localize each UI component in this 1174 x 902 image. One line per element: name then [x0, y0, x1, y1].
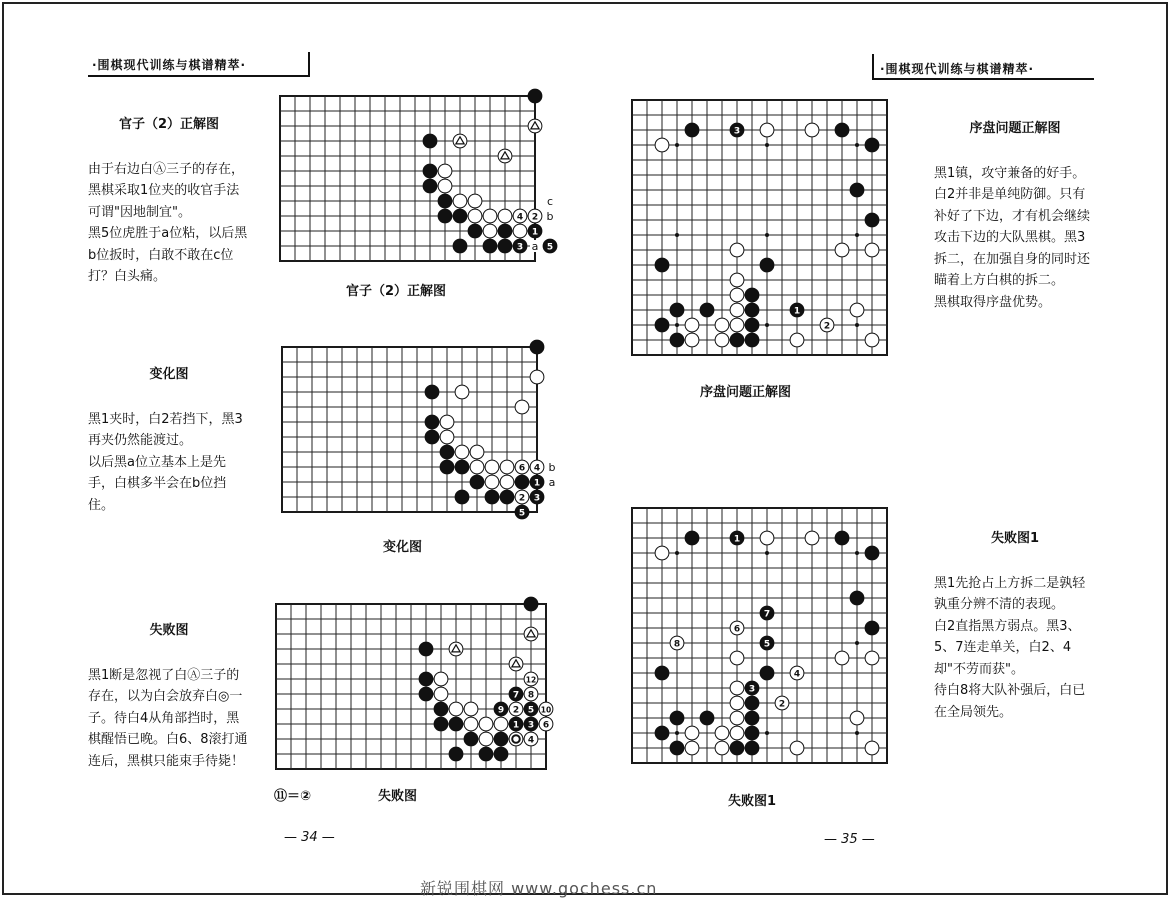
black-stone	[670, 303, 684, 317]
white-stone	[715, 726, 729, 740]
black-stone	[468, 224, 482, 238]
white-stone	[479, 717, 493, 731]
white-stone	[485, 460, 499, 474]
black-stone	[730, 741, 744, 755]
white-stone	[470, 445, 484, 459]
go-board-grid	[628, 504, 900, 780]
white-stone	[468, 194, 482, 208]
right-header-rule	[872, 78, 1094, 80]
black-stone	[655, 318, 669, 332]
black-stone	[655, 726, 669, 740]
white-stone	[790, 741, 804, 755]
white-stone	[730, 273, 744, 287]
svg-text:8: 8	[673, 639, 681, 650]
white-stone	[530, 460, 544, 474]
white-stone	[440, 430, 454, 444]
board-official-2	[276, 92, 554, 272]
white-stone	[464, 717, 478, 731]
section-opening-body: 黑1镇，攻守兼备的好手。 白2并非是单纯防御。只有补好了下边，才有机会继续攻击下边的大队黑棋。黑3拆二，在加强自身的同时还瞄着上方白棋的拆二。 黑棋取得序盘优势。	[934, 165, 1091, 310]
black-stone	[655, 666, 669, 680]
svg-text:2: 2	[512, 705, 520, 716]
white-stone	[835, 243, 849, 257]
section-failure1-title: 失败图1	[990, 530, 1040, 546]
board-failure1	[628, 504, 900, 780]
white-stone	[528, 209, 542, 223]
left-running-header: ·围棋现代训练与棋谱精萃·	[92, 58, 247, 72]
black-stone	[419, 687, 433, 701]
white-stone	[515, 400, 529, 414]
white-stone	[483, 209, 497, 223]
svg-text:b: b	[548, 461, 556, 474]
black-stone	[524, 717, 538, 731]
black-stone	[760, 666, 774, 680]
white-stone	[434, 672, 448, 686]
white-stone	[513, 224, 527, 238]
black-stone	[835, 531, 849, 545]
black-stone	[509, 717, 523, 731]
section-failure-body: 黑1断是忽视了白Ⓐ三子的存在，以为白会放弃白◎一子。待白4从角部挡时，黑棋醒悟已晚。白6、8滚打通连后，黑棋只能束手待毙！	[88, 667, 248, 769]
svg-text:2: 2	[778, 699, 786, 710]
white-stone	[539, 702, 553, 716]
black-stone	[434, 717, 448, 731]
white-stone	[455, 385, 469, 399]
svg-text:6: 6	[733, 624, 741, 635]
board-opening	[628, 96, 900, 372]
white-stone-triangle	[524, 627, 538, 641]
white-stone	[730, 696, 744, 710]
svg-text:8: 8	[527, 690, 535, 701]
black-stone	[670, 333, 684, 347]
black-stone	[425, 385, 439, 399]
svg-text:3: 3	[748, 684, 756, 695]
svg-text:7: 7	[763, 609, 771, 620]
svg-text:6: 6	[518, 463, 526, 474]
white-stone	[850, 711, 864, 725]
white-stone	[509, 702, 523, 716]
white-stone	[655, 546, 669, 560]
right-header-mark	[872, 54, 874, 80]
left-header-mark	[308, 52, 310, 76]
page-number-right: — 35 —	[824, 832, 875, 847]
svg-text:5: 5	[527, 705, 535, 716]
white-stone	[820, 318, 834, 332]
black-stone	[700, 303, 714, 317]
white-stone	[730, 303, 744, 317]
white-stone	[434, 687, 448, 701]
white-stone	[730, 711, 744, 725]
white-stone	[479, 732, 493, 746]
white-stone	[438, 164, 452, 178]
black-stone	[438, 209, 452, 223]
white-stone-triangle	[509, 657, 523, 671]
left-header-rule	[88, 75, 310, 77]
white-stone	[775, 696, 789, 710]
page-number-left: — 34 —	[284, 830, 335, 845]
black-stone	[440, 445, 454, 459]
white-stone	[760, 123, 774, 137]
black-stone	[530, 490, 544, 504]
white-stone	[730, 243, 744, 257]
svg-text:10: 10	[540, 705, 552, 715]
black-stone	[865, 546, 879, 560]
svg-text:2: 2	[531, 212, 539, 223]
svg-text:12: 12	[525, 675, 537, 685]
svg-text:c: c	[546, 195, 554, 208]
black-stone	[455, 460, 469, 474]
white-stone	[805, 531, 819, 545]
svg-text:4: 4	[793, 669, 801, 680]
black-stone	[760, 636, 774, 650]
black-stone	[835, 123, 849, 137]
white-stone	[464, 702, 478, 716]
black-stone	[453, 239, 467, 253]
black-stone	[760, 258, 774, 272]
black-stone	[790, 303, 804, 317]
board-variation	[278, 343, 556, 523]
black-stone	[865, 138, 879, 152]
black-stone	[464, 732, 478, 746]
svg-text:5: 5	[518, 508, 526, 519]
svg-text:4: 4	[533, 463, 541, 474]
white-stone	[835, 651, 849, 665]
black-stone	[419, 642, 433, 656]
svg-text:3: 3	[527, 720, 535, 731]
svg-text:6: 6	[542, 720, 550, 731]
site-watermark: 新锐围棋网 www.gochess.cn	[420, 879, 658, 898]
black-stone	[865, 213, 879, 227]
white-stone	[805, 123, 819, 137]
black-stone	[498, 224, 512, 238]
white-stone	[524, 687, 538, 701]
black-stone	[685, 123, 699, 137]
black-stone	[670, 741, 684, 755]
white-stone	[670, 636, 684, 650]
black-stone	[515, 475, 529, 489]
white-stone	[685, 741, 699, 755]
black-stone	[745, 726, 759, 740]
black-stone	[700, 711, 714, 725]
black-stone	[730, 123, 744, 137]
black-stone	[745, 741, 759, 755]
caption-failure-note: ⑪＝②	[274, 789, 312, 804]
white-stone	[470, 460, 484, 474]
black-stone	[543, 239, 557, 253]
black-stone	[730, 333, 744, 347]
section-official-2-body: 由于右边白Ⓐ三子的存在，黑棋采取1位夹的收官手法可谓"因地制宜"。 黑5位虎胜于a位粘，以后黑b位扳时，白敢不敢在c位打？白头痛。	[88, 161, 248, 284]
go-board-grid	[628, 96, 900, 372]
white-stone	[865, 333, 879, 347]
black-stone	[449, 747, 463, 761]
section-variation-body: 黑1夹时，白2若挡下，黑3再夹仍然能渡过。 以后黑a位立基本上是先手，白棋多半会在b位挡住。	[88, 411, 243, 513]
black-stone	[423, 134, 437, 148]
white-stone-triangle	[498, 149, 512, 163]
svg-text:1: 1	[793, 306, 801, 317]
white-stone	[468, 209, 482, 223]
svg-text:3: 3	[533, 493, 541, 504]
white-stone	[760, 531, 774, 545]
white-stone	[455, 445, 469, 459]
marked-white-stone	[509, 732, 523, 746]
svg-text:1: 1	[512, 720, 520, 731]
caption-opening: 序盘问题正解图	[700, 385, 792, 400]
black-stone	[483, 239, 497, 253]
black-stone	[745, 318, 759, 332]
white-stone	[790, 666, 804, 680]
white-stone	[730, 621, 744, 635]
white-stone	[715, 318, 729, 332]
black-stone	[745, 681, 759, 695]
black-stone	[530, 475, 544, 489]
black-stone	[423, 179, 437, 193]
white-stone	[498, 209, 512, 223]
black-stone	[470, 475, 484, 489]
svg-text:b: b	[546, 210, 554, 223]
black-stone	[528, 89, 542, 103]
caption-failure1: 失败图1	[728, 794, 777, 809]
white-stone	[865, 243, 879, 257]
svg-text:2: 2	[518, 493, 526, 504]
black-stone	[498, 239, 512, 253]
black-stone	[453, 209, 467, 223]
black-stone	[479, 747, 493, 761]
board-letter-mark	[547, 476, 557, 489]
svg-text:4: 4	[527, 735, 535, 746]
black-stone	[850, 591, 864, 605]
black-stone	[524, 597, 538, 611]
black-stone	[455, 490, 469, 504]
black-stone	[530, 340, 544, 354]
black-stone	[670, 711, 684, 725]
svg-text:9: 9	[497, 705, 505, 716]
black-stone	[745, 303, 759, 317]
white-stone	[453, 194, 467, 208]
svg-text:5: 5	[763, 639, 771, 650]
svg-text:5: 5	[546, 242, 554, 253]
black-stone	[434, 702, 448, 716]
black-stone	[850, 183, 864, 197]
svg-text:a: a	[548, 476, 556, 489]
caption-official-2: 官子（2）正解图	[346, 284, 447, 299]
board-failure	[272, 600, 552, 780]
black-stone	[528, 224, 542, 238]
white-stone	[865, 741, 879, 755]
black-stone	[745, 333, 759, 347]
white-stone	[449, 702, 463, 716]
svg-text:3: 3	[516, 242, 524, 253]
black-stone	[745, 711, 759, 725]
white-stone	[530, 370, 544, 384]
black-stone	[494, 702, 508, 716]
section-opening-text	[934, 96, 1096, 313]
svg-text:1: 1	[733, 534, 741, 545]
section-variation-text	[88, 342, 250, 516]
white-stone	[790, 333, 804, 347]
white-stone	[715, 741, 729, 755]
white-stone	[850, 303, 864, 317]
caption-failure: 失败图	[378, 789, 418, 804]
black-stone	[513, 239, 527, 253]
white-stone	[494, 717, 508, 731]
black-stone	[485, 490, 499, 504]
section-failure1-body: 黑1先抢占上方拆二是孰轻孰重分辨不清的表现。 白2直指黑方弱点。黑3、5、7连走单关，白2、4却"不劳而获"。 待白8将大队补强后，白已在全局领先。	[934, 575, 1086, 720]
black-stone	[419, 672, 433, 686]
svg-text:2: 2	[823, 321, 831, 332]
black-stone	[500, 490, 514, 504]
svg-text:1: 1	[531, 227, 539, 238]
black-stone	[515, 505, 529, 519]
board-letter-mark	[545, 195, 555, 208]
white-stone-triangle	[528, 119, 542, 133]
black-stone	[730, 531, 744, 545]
section-official-2-title: 官子（2）正解图	[118, 116, 220, 132]
black-stone	[423, 164, 437, 178]
white-stone	[485, 475, 499, 489]
white-stone	[655, 138, 669, 152]
section-failure-title: 失败图	[149, 622, 189, 638]
board-letter-mark	[530, 240, 540, 253]
black-stone	[760, 606, 774, 620]
go-board-grid	[278, 343, 556, 523]
section-failure-text	[88, 598, 250, 772]
section-official-2-text	[88, 92, 250, 288]
white-stone	[515, 460, 529, 474]
white-stone	[524, 672, 538, 686]
right-running-header: ·围棋现代训练与棋谱精萃·	[880, 62, 1035, 76]
white-stone	[500, 475, 514, 489]
white-stone-triangle	[449, 642, 463, 656]
svg-text:3: 3	[733, 126, 741, 137]
black-stone	[509, 687, 523, 701]
white-stone	[685, 318, 699, 332]
svg-text:7: 7	[512, 690, 520, 701]
white-stone	[524, 732, 538, 746]
black-stone	[440, 460, 454, 474]
black-stone	[524, 702, 538, 716]
black-stone	[494, 747, 508, 761]
white-stone	[515, 490, 529, 504]
black-stone	[865, 621, 879, 635]
white-stone	[483, 224, 497, 238]
black-stone	[685, 531, 699, 545]
caption-variation: 变化图	[383, 540, 423, 555]
svg-text:a: a	[531, 240, 539, 253]
white-stone	[730, 318, 744, 332]
black-stone	[425, 430, 439, 444]
white-stone	[685, 726, 699, 740]
black-stone	[425, 415, 439, 429]
white-stone	[500, 460, 514, 474]
go-board-grid	[272, 600, 552, 780]
white-stone	[685, 333, 699, 347]
white-stone	[730, 726, 744, 740]
white-stone-triangle	[453, 134, 467, 148]
section-variation-title: 变化图	[149, 366, 189, 382]
white-stone	[438, 179, 452, 193]
black-stone	[745, 696, 759, 710]
white-stone	[865, 651, 879, 665]
board-letter-mark	[547, 461, 557, 474]
board-letter-mark	[545, 210, 555, 223]
white-stone	[730, 288, 744, 302]
go-board-grid	[276, 92, 554, 272]
white-stone	[440, 415, 454, 429]
black-stone	[655, 258, 669, 272]
section-failure1-text	[934, 506, 1096, 723]
section-opening-title: 序盘问题正解图	[969, 120, 1061, 136]
white-stone	[539, 717, 553, 731]
white-stone	[715, 333, 729, 347]
black-stone	[438, 194, 452, 208]
white-stone	[730, 681, 744, 695]
svg-text:4: 4	[516, 212, 524, 223]
black-stone	[494, 732, 508, 746]
white-stone	[513, 209, 527, 223]
svg-text:1: 1	[533, 478, 541, 489]
black-stone	[745, 288, 759, 302]
black-stone	[449, 717, 463, 731]
white-stone	[730, 651, 744, 665]
